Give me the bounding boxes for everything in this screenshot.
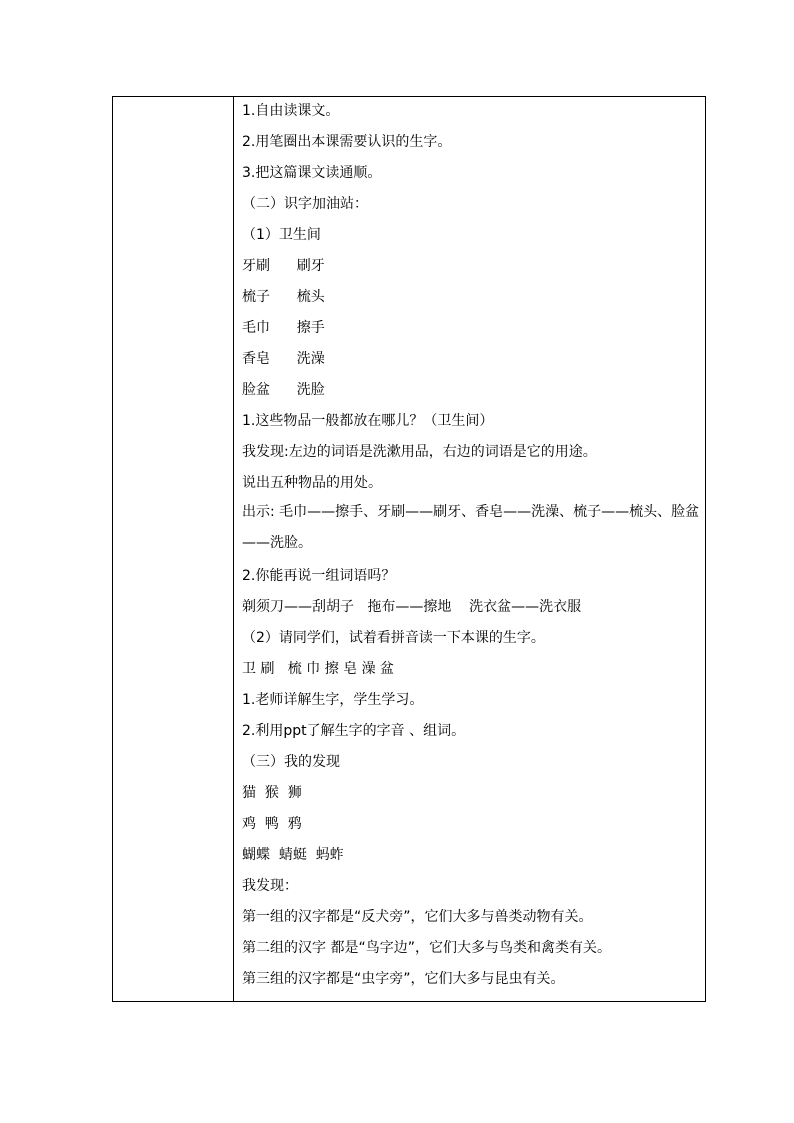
ppt-line: 2.利用ppt了解生字的字音 、组词。 bbox=[242, 723, 466, 739]
new-characters: 卫 刷 梳 巾 擦 皂 澡 盆 bbox=[242, 661, 395, 677]
section-heading-3: （三）我的发现 bbox=[242, 754, 340, 770]
question-2: 2.你能再说一组词语吗？ bbox=[242, 568, 396, 584]
group-birds: 鸡 鸭 鸦 bbox=[242, 816, 302, 832]
group-insects: 蝴蝶 蜻蜓 蚂蚱 bbox=[242, 847, 344, 863]
subheading-1: （1）卫生间 bbox=[242, 227, 321, 243]
discovery-2: 我发现： bbox=[242, 878, 298, 894]
table-right-cell bbox=[234, 97, 705, 1001]
prompt-uses: 说出五种物品的用处。 bbox=[242, 475, 382, 491]
finding-3: 第三组的汉字都是“虫字旁”，它们大多与昆虫有关。 bbox=[242, 971, 565, 987]
teacher-explain: 1.老师详解生字，学生学习。 bbox=[242, 692, 424, 708]
section-heading-2: （二）识字加油站： bbox=[242, 196, 368, 212]
text-line-2: 2.用笔圈出本课需要认识的生字。 bbox=[242, 134, 452, 150]
subheading-2: （2）请同学们，试着看拼音读一下本课的生字。 bbox=[242, 630, 545, 646]
question-1: 1.这些物品一般都放在哪儿？（卫生间） bbox=[242, 413, 494, 429]
word-pair-3: 毛巾 擦手 bbox=[242, 320, 325, 336]
discovery-1: 我发现:左边的词语是洗漱用品，右边的词语是它的用途。 bbox=[242, 444, 597, 460]
text-line-1: 1.自由读课文。 bbox=[242, 103, 340, 119]
text-line-3: 3.把这篇课文读通顺。 bbox=[242, 165, 382, 181]
word-pair-4: 香皂 洗澡 bbox=[242, 351, 325, 367]
word-pair-5: 脸盆 洗脸 bbox=[242, 382, 325, 398]
finding-1: 第一组的汉字都是“反犬旁”，它们大多与兽类动物有关。 bbox=[242, 909, 593, 925]
lesson-table bbox=[112, 96, 706, 1002]
group-animals: 猫 猴 狮 bbox=[242, 785, 302, 801]
finding-2: 第二组的汉字 都是“鸟字边”，它们大多与鸟类和禽类有关。 bbox=[242, 940, 611, 956]
word-pair-2: 梳子 梳头 bbox=[242, 289, 325, 305]
word-groups: 剃须刀——刮胡子 拖布——擦地 洗衣盆——洗衣服 bbox=[242, 599, 582, 615]
table-left-cell bbox=[113, 97, 234, 1001]
display-text: 出示: 毛巾——擦手、牙刷——刷牙、香皂——洗澡、梳子——梳头、脸盆——洗脸。 bbox=[242, 504, 700, 551]
word-pair-1: 牙刷 刷牙 bbox=[242, 258, 325, 274]
